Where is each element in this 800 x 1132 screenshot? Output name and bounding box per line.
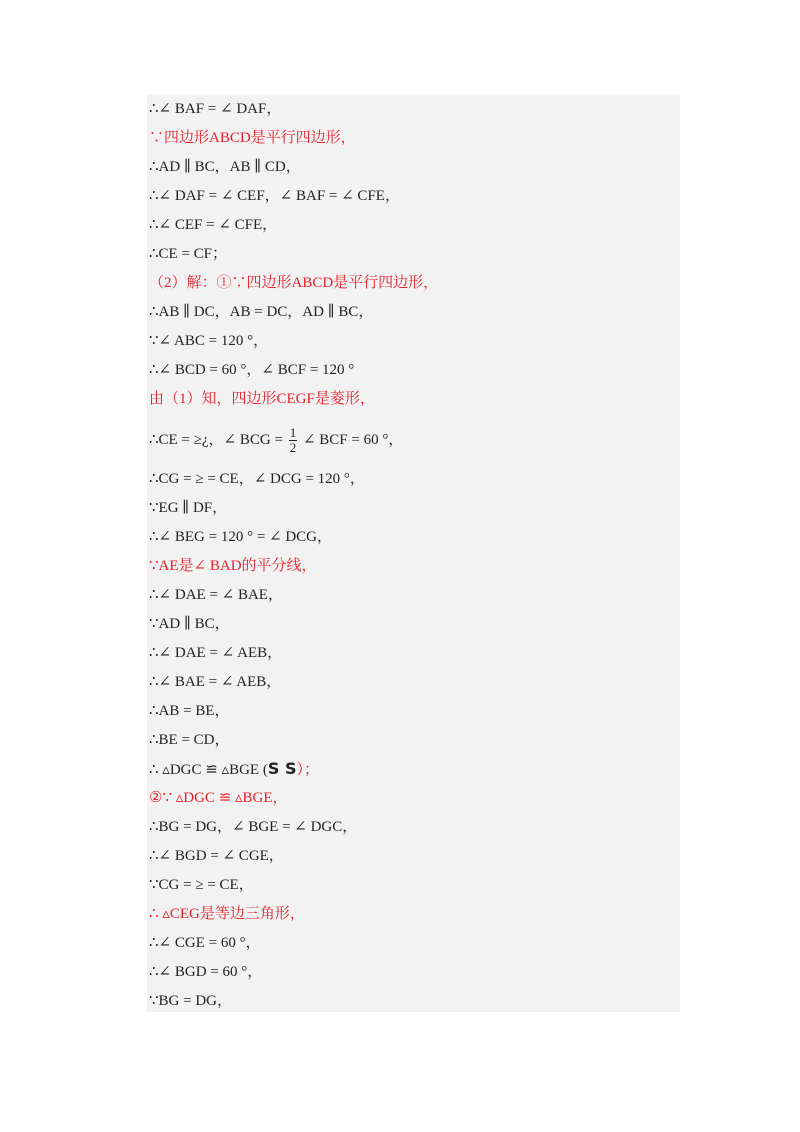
proof-line-15: ∴∠ BEG = 120 ° = ∠ DCG， xyxy=(149,529,333,545)
proof-line-27: ∵CG = ≥ = CE， xyxy=(149,877,254,893)
proof-line-10: ∴∠ BCD = 60 °，∠ BCF = 120 ° xyxy=(149,362,355,378)
proof-line-21: ∴AB = BE， xyxy=(149,703,230,719)
proof-line-3: ∴AD ∥ BC，AB ∥ CD， xyxy=(149,159,301,175)
proof-line-18: ∵AD ∥ BC， xyxy=(149,616,230,632)
proof-line-2: ∵四边形ABCD是平行四边形， xyxy=(149,130,356,146)
proof-line-1: ∴∠ BAF = ∠ DAF， xyxy=(149,101,282,117)
proof-line-24: ②∵ ▵DGC ≌ ▵BGE， xyxy=(149,790,288,806)
proof-line-17: ∴∠ DAE = ∠ BAE， xyxy=(149,587,283,603)
proof-line-26: ∴∠ BGD = ∠ CGE， xyxy=(149,848,284,864)
proof-line-25: ∴BG = DG，∠ BGE = ∠ DGC， xyxy=(149,819,358,835)
proof-line-16: ∵AE是∠ BAD的平分线， xyxy=(149,558,317,574)
proof-line-23: ∴ ▵DGC ≌ ▵BGE (S S）； xyxy=(149,759,319,778)
proof-line-22: ∴BE = CD， xyxy=(149,732,230,748)
proof-line-5: ∴∠ CEF = ∠ CFE， xyxy=(149,217,278,233)
proof-line-9: ∵∠ ABC = 120 °， xyxy=(149,333,269,349)
proof-line-19: ∴∠ DAE = ∠ AEB， xyxy=(149,645,283,661)
proof-line-30: ∴∠ BGD = 60 °， xyxy=(149,964,263,980)
proof-line-20: ∴∠ BAE = ∠ AEB， xyxy=(149,674,282,690)
proof-line-29: ∴∠ CGE = 60 °， xyxy=(149,935,261,951)
fraction-one-half: $\frac{1}{2}$ xyxy=(289,425,297,456)
proof-line-6: ∴CE = CF； xyxy=(149,246,228,262)
proof-line-31: ∵BG = DG， xyxy=(149,993,233,1009)
proof-line-12: ∴CE = ≥¿，∠ BCG = $\frac{1}{2}$ ∠ BCF = 60 °， xyxy=(149,425,404,456)
proof-line-28: ∴ ▵CEG是等边三角形， xyxy=(149,906,305,922)
proof-line-11: 由（1）知，四边形CEGF是菱形， xyxy=(149,391,375,407)
proof-line-13: ∴CG = ≥ = CE，∠ DCG = 120 °， xyxy=(149,471,365,487)
proof-line-7: （2）解：①∵四边形ABCD是平行四边形， xyxy=(149,275,439,291)
proof-line-8: ∴AB ∥ DC，AB = DC，AD ∥ BC， xyxy=(149,304,374,320)
proof-line-14: ∵EG ∥ DF， xyxy=(149,500,228,516)
proof-line-4: ∴∠ DAF = ∠ CEF，∠ BAF = ∠ CFE， xyxy=(149,188,400,204)
